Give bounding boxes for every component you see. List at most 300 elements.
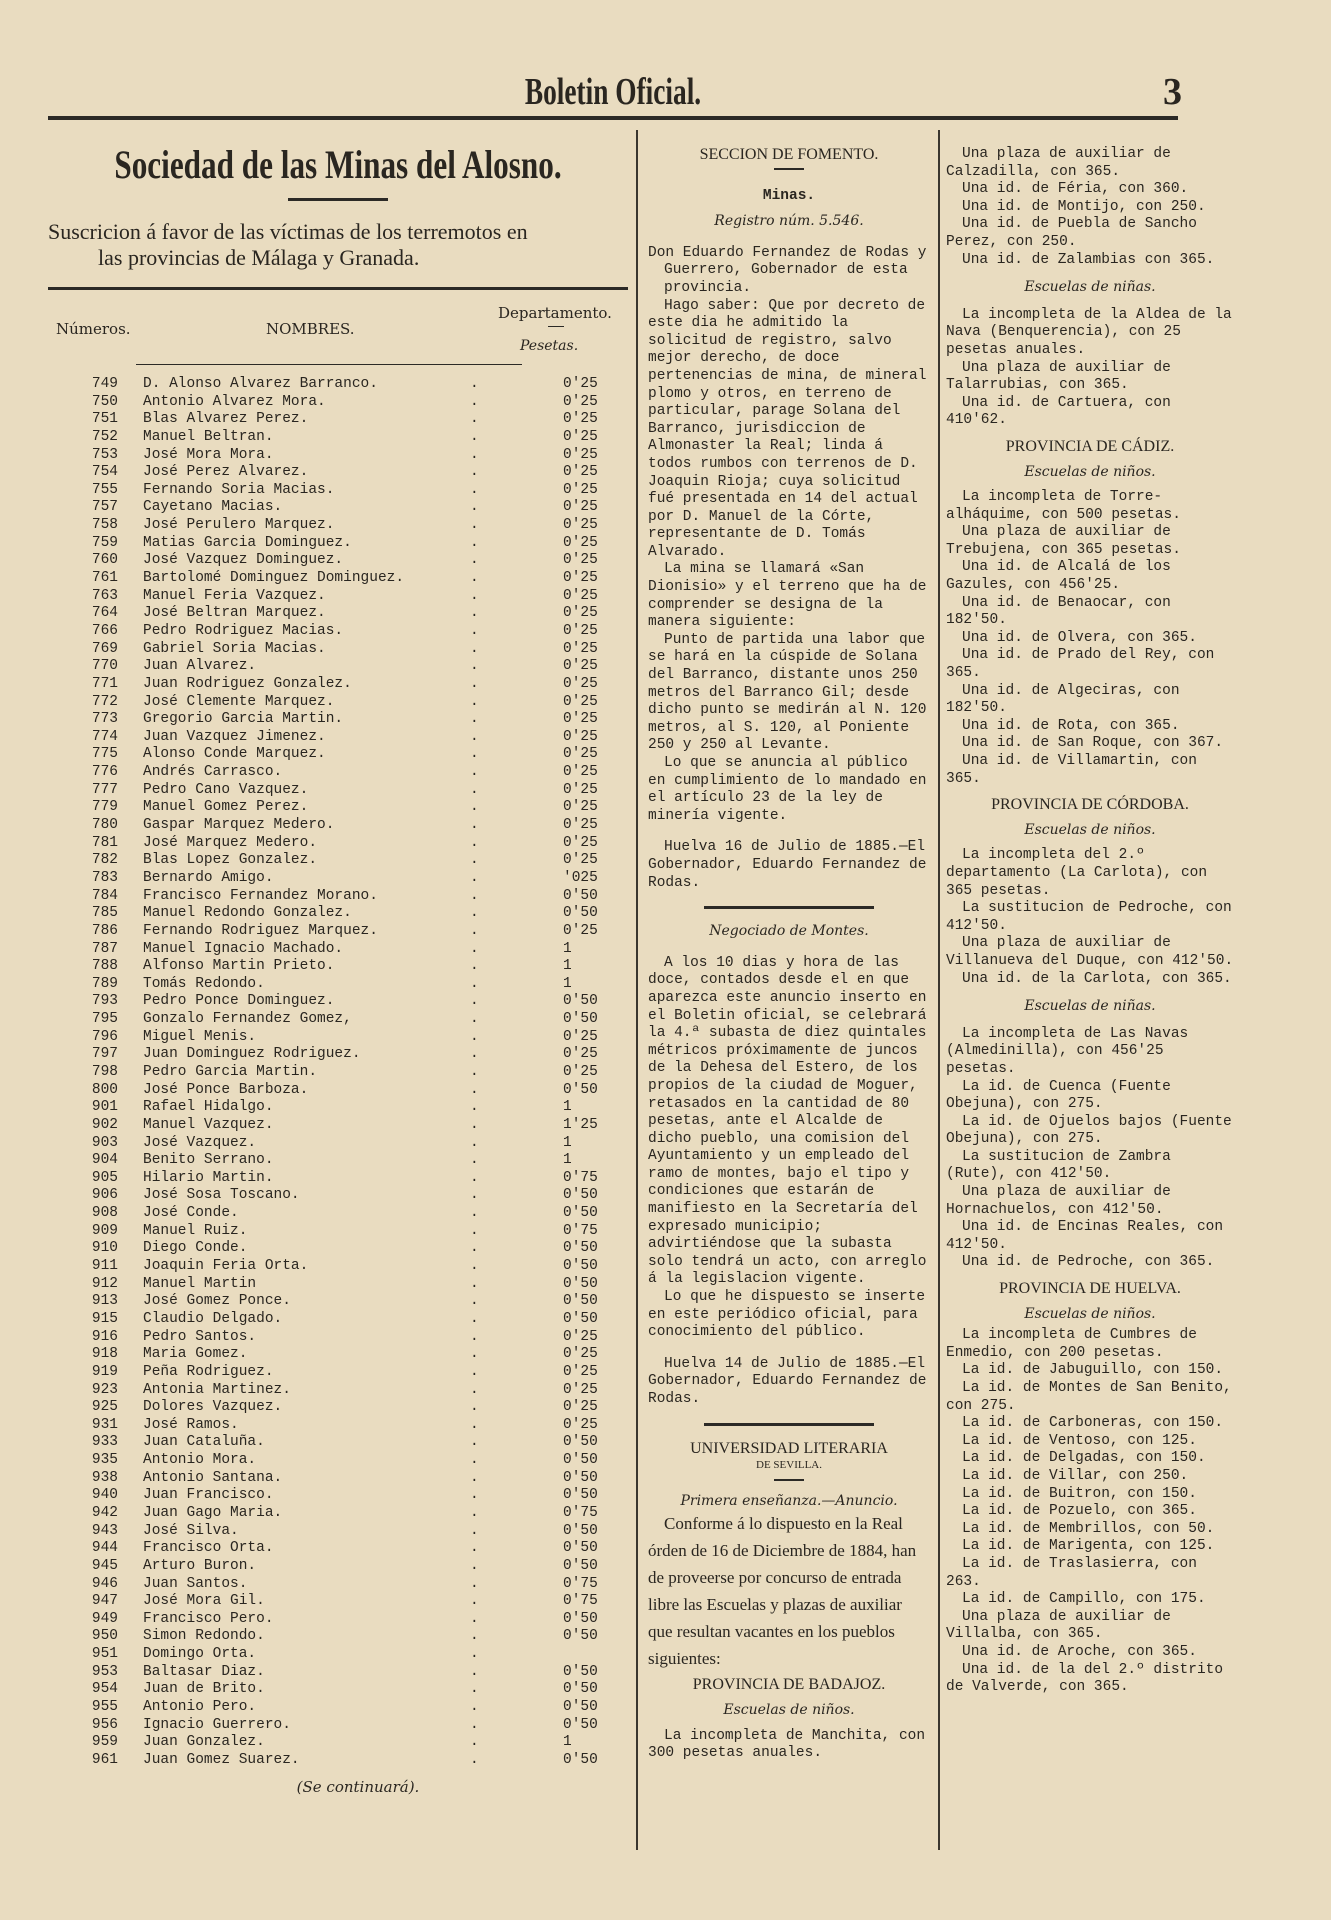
leader-dot: .	[470, 428, 479, 445]
row-number: 786	[91, 922, 118, 939]
leader-dot: .	[470, 1628, 479, 1645]
university-heading: UNIVERSIDAD LITERARIA	[690, 1439, 888, 1457]
row-amount: 0'25	[563, 534, 598, 551]
registro-line: Registro núm. 5.546.	[714, 213, 864, 230]
short-rule	[774, 168, 804, 170]
leader-dot: .	[470, 1240, 479, 1257]
row-amount: 0'50	[563, 1258, 598, 1275]
row-amount: 0'25	[563, 1346, 598, 1363]
subscriber-row	[48, 1135, 628, 1153]
leader-dot: .	[470, 1593, 479, 1610]
row-number: 789	[91, 975, 118, 992]
leader-dot: .	[470, 481, 479, 498]
leader-dot: .	[470, 640, 479, 657]
leader-dot: .	[470, 1081, 479, 1098]
row-name: Pedro Rodriguez Macias.	[143, 622, 344, 639]
school-vacancy-item: La incompleta de Las Navas (Almedinilla), con 456'25 pesetas.	[946, 1025, 1189, 1077]
school-vacancy-item: Una plaza de auxiliar de Trebujena, con 365 pesetas.	[946, 524, 1181, 558]
school-vacancy-item: La id. de Cuenca (Fuente Obejuna), con 275.	[946, 1078, 1171, 1113]
subscriber-row	[48, 1346, 628, 1364]
school-vacancy-item: Una plaza de auxiliar de Villanueva del Duque, con 412'50.	[946, 935, 1234, 969]
row-number: 951	[91, 1646, 118, 1663]
leader-dot: .	[470, 1646, 479, 1663]
school-vacancy-item: Una id. de Algeciras, con 182'50.	[946, 682, 1180, 717]
subscriber-row	[48, 1628, 628, 1646]
row-name: Antonio Pero.	[143, 1699, 257, 1716]
row-number: 759	[91, 534, 118, 551]
leader-dot: .	[470, 1328, 479, 1345]
row-amount: 0'25	[563, 552, 598, 569]
subscription-subtitle: Suscricion á favor de las víctimas de los terremotos en las provincias de Málaga y Granada.	[48, 219, 528, 270]
row-amount: 0'25	[563, 711, 598, 728]
row-name: Gaspar Marquez Medero.	[143, 817, 335, 834]
row-amount: 0'25	[563, 1381, 598, 1398]
badajoz-items	[946, 146, 1234, 269]
row-number: 772	[91, 693, 118, 710]
subscriber-row	[48, 394, 628, 412]
school-vacancy-item: Una id. de Alcalá de los Gazules, con 456'25.	[946, 559, 1171, 594]
paragraph: Punto de partida una labor que se hará en la cúspide de Solana del Barranco, distante unos 250 metros del Barranco Gil; desde dicho punto se medirán al N. 120 metros, al S. 120, al Poniente 250 y 250 al Levante.	[648, 631, 927, 754]
leader-dot: .	[470, 728, 479, 745]
row-name: Tomás Redondo.	[143, 975, 265, 992]
leader-dot: .	[470, 852, 479, 869]
row-amount: 0'50	[563, 1487, 598, 1504]
leader-dot: .	[470, 675, 479, 692]
leader-dot: .	[470, 1275, 479, 1292]
row-name: Manuel Vazquez.	[143, 1116, 274, 1133]
row-name: Andrés Carrasco.	[143, 764, 283, 781]
row-amount: 0'25	[563, 1328, 598, 1345]
row-amount: 0'25	[563, 728, 598, 745]
schools-subheading: Escuelas de niños.	[1024, 1305, 1156, 1322]
subscriber-row	[48, 588, 628, 606]
subscriber-row	[48, 1611, 628, 1629]
subscriber-row	[48, 976, 628, 994]
subscriber-row	[48, 958, 628, 976]
row-amount: 0'25	[563, 517, 598, 534]
school-vacancy-item: La id. de Delgadas, con 150.	[962, 1450, 1206, 1467]
school-vacancy-item: Una id. de Rota, con 365.	[962, 717, 1180, 734]
short-rule	[774, 1479, 804, 1481]
row-amount: 0'25	[563, 587, 598, 604]
header-dash	[548, 326, 564, 327]
schools-column	[946, 146, 1234, 1697]
row-number: 902	[91, 1116, 118, 1133]
row-amount: 0'50	[563, 1081, 598, 1098]
leader-dot: .	[470, 1522, 479, 1539]
subscriber-row	[48, 376, 628, 394]
row-number: 938	[91, 1469, 118, 1486]
row-name: Domingo Orta.	[143, 1646, 257, 1663]
header-rule	[48, 116, 1178, 120]
row-name: Antonio Santana.	[143, 1469, 283, 1486]
province-heading: PROVINCIA DE CÓRDOBA.	[991, 796, 1189, 814]
row-number: 955	[91, 1699, 118, 1716]
subscriber-row	[48, 993, 628, 1011]
row-name: Manuel Martin	[143, 1275, 257, 1292]
row-name: José Gomez Ponce.	[143, 1293, 291, 1310]
leader-dot: .	[470, 1540, 479, 1557]
row-amount: 0'25	[563, 817, 598, 834]
row-number: 904	[91, 1152, 118, 1169]
school-vacancy-item: Una plaza de auxiliar de Hornachuelos, con 412'50.	[946, 1184, 1171, 1218]
subscriber-row	[48, 676, 628, 694]
row-amount: 0'75	[563, 1505, 598, 1521]
leader-dot: .	[470, 781, 479, 798]
row-amount: 0'75	[563, 1169, 598, 1186]
subscriber-row	[48, 782, 628, 800]
row-number: 779	[91, 799, 118, 816]
row-number: 950	[91, 1628, 118, 1645]
school-vacancy-item: La id. de Ojuelos bajos (Fuente Obejuna), con 275.	[946, 1113, 1232, 1148]
row-amount: 0'50	[563, 1540, 598, 1557]
row-amount: 0'50	[563, 993, 598, 1010]
row-number: 798	[91, 1063, 118, 1080]
school-vacancy-item: Una id. de la Carlota, con 365.	[962, 970, 1232, 987]
leader-dot: .	[470, 1187, 479, 1204]
school-vacancy-item: Una id. de Zalambias con 365.	[962, 251, 1215, 268]
row-name: José Sosa Toscano.	[143, 1187, 300, 1204]
subscriber-row	[48, 1064, 628, 1082]
subscriber-row	[48, 517, 628, 535]
subscriber-row	[48, 799, 628, 817]
row-number: 954	[91, 1681, 118, 1698]
subscriber-row	[48, 1646, 628, 1664]
leader-dot: .	[470, 1434, 479, 1451]
school-vacancy-item: La id. de Carboneras, con 150.	[962, 1415, 1224, 1432]
row-name: Juan Gago Maria.	[143, 1505, 283, 1521]
row-name: Pedro Cano Vazquez.	[143, 781, 309, 798]
leader-dot: .	[470, 1751, 479, 1768]
leader-dot: .	[470, 1293, 479, 1310]
row-name: Ignacio Guerrero.	[143, 1716, 291, 1733]
leader-dot: .	[470, 1258, 479, 1275]
row-number: 953	[91, 1663, 118, 1680]
row-number: 903	[91, 1134, 118, 1151]
leader-dot: .	[470, 1610, 479, 1627]
row-amount: 0'25	[563, 481, 598, 498]
row-number: 916	[91, 1328, 118, 1345]
row-name: Juan Rodriguez Gonzalez.	[143, 675, 352, 692]
row-amount: 0'25	[563, 1028, 598, 1045]
row-name: Juan Gomez Suarez.	[143, 1751, 300, 1768]
row-amount: 0'50	[563, 1293, 598, 1310]
row-number: 764	[91, 605, 118, 622]
leader-dot: .	[470, 1152, 479, 1169]
row-number: 777	[91, 781, 118, 798]
row-name: Francisco Orta.	[143, 1540, 274, 1557]
row-name: Juan Alvarez.	[143, 658, 257, 675]
row-name: Pedro Santos.	[143, 1328, 257, 1345]
leader-dot: .	[470, 552, 479, 569]
subscriber-row	[48, 1434, 628, 1452]
row-name: D. Alonso Alvarez Barranco.	[143, 376, 378, 392]
row-number: 942	[91, 1505, 118, 1521]
cordoba-girls-items	[946, 1026, 1234, 1272]
row-amount: 0'25	[563, 1363, 598, 1380]
row-name: José Perez Alvarez.	[143, 464, 309, 481]
leader-dot: .	[470, 1099, 479, 1116]
row-name: Alfonso Martin Prieto.	[143, 958, 335, 975]
leader-dot: .	[470, 958, 479, 975]
row-amount: 0'25	[563, 693, 598, 710]
row-name: José Silva.	[143, 1522, 239, 1539]
subscriber-row	[48, 764, 628, 782]
row-amount: 0'25	[563, 1063, 598, 1080]
row-amount: 0'25	[563, 570, 598, 587]
leader-dot: .	[470, 1222, 479, 1239]
society-title: Sociedad de las Minas del Alosno.	[114, 142, 562, 187]
subscriber-row	[48, 1523, 628, 1541]
badajoz-girls-items	[946, 307, 1234, 430]
subscriber-row	[48, 411, 628, 429]
subscriber-row	[48, 817, 628, 835]
leader-dot: .	[470, 411, 479, 428]
leader-dot: .	[470, 1681, 479, 1698]
row-number: 956	[91, 1716, 118, 1733]
row-name: Juan Vazquez Jimenez.	[143, 728, 326, 745]
leader-dot: .	[470, 658, 479, 675]
separator-rule	[704, 1423, 874, 1426]
subscriber-row	[48, 1576, 628, 1594]
row-amount: 1	[563, 940, 572, 957]
leader-dot: .	[470, 869, 479, 886]
row-name: José Vazquez Dominguez.	[143, 552, 344, 569]
leader-dot: .	[470, 1734, 479, 1751]
row-number: 752	[91, 428, 118, 445]
row-number: 788	[91, 958, 118, 975]
row-amount: '025	[563, 869, 598, 886]
row-name: Antonia Martinez.	[143, 1381, 291, 1398]
leader-dot: .	[470, 746, 479, 763]
row-number: 925	[91, 1399, 118, 1416]
leader-dot: .	[470, 587, 479, 604]
row-number: 749	[91, 376, 118, 392]
row-name: Joaquin Feria Orta.	[143, 1258, 309, 1275]
row-amount: 0'50	[563, 1681, 598, 1698]
leader-dot: .	[470, 1011, 479, 1028]
paragraph: Conforme á lo dispuesto en la Real órden de 16 de Diciembre de 1884, han de proveerse por concurso de entrada libre las Escuelas y plazas de auxiliar que resultan vacantes en los pueblos siguientes:	[648, 1514, 917, 1669]
row-amount: 0'25	[563, 605, 598, 622]
row-number: 758	[91, 517, 118, 534]
row-number: 763	[91, 587, 118, 604]
row-number: 906	[91, 1187, 118, 1204]
leader-dot: .	[470, 1699, 479, 1716]
row-number: 911	[91, 1258, 118, 1275]
row-number: 771	[91, 675, 118, 692]
leader-dot: .	[470, 446, 479, 463]
row-number: 775	[91, 746, 118, 763]
school-vacancy-item: La id. de Campillo, con 175.	[962, 1591, 1206, 1608]
school-vacancy-item: La id. de Pozuelo, con 365.	[962, 1503, 1197, 1520]
row-number: 947	[91, 1593, 118, 1610]
row-amount: 0'50	[563, 1275, 598, 1292]
row-amount: 0'25	[563, 764, 598, 781]
row-name: Miguel Menis.	[143, 1028, 257, 1045]
column-divider	[636, 130, 638, 1850]
row-name: Diego Conde.	[143, 1240, 248, 1257]
row-amount: 0'25	[563, 1399, 598, 1416]
row-number: 784	[91, 887, 118, 904]
row-name: Peña Rodriguez.	[143, 1363, 274, 1380]
school-vacancy-item: La sustitucion de Pedroche, con 412'50.	[946, 900, 1232, 934]
leader-dot: .	[470, 1346, 479, 1363]
subscriber-row	[48, 835, 628, 853]
row-number: 769	[91, 640, 118, 657]
row-number: 919	[91, 1363, 118, 1380]
row-amount: 0'25	[563, 393, 598, 410]
row-amount: 0'25	[563, 640, 598, 657]
subscriber-row	[48, 429, 628, 447]
row-number: 776	[91, 764, 118, 781]
subscriber-row	[48, 605, 628, 623]
school-vacancy-item: La id. de Montes de San Benito, con 275.	[946, 1380, 1232, 1414]
school-vacancy-item: Una id. de Montijo, con 250.	[962, 198, 1206, 215]
row-amount: 0'25	[563, 1416, 598, 1433]
row-amount: 0'25	[563, 799, 598, 816]
row-name: Gonzalo Fernandez Gomez,	[143, 1011, 352, 1028]
leader-dot: .	[470, 1487, 479, 1504]
row-amount: 0'50	[563, 1699, 598, 1716]
row-number: 793	[91, 993, 118, 1010]
schools-subheading: Escuelas de niños.	[1024, 463, 1156, 480]
row-amount: 0'25	[563, 781, 598, 798]
subscriber-row	[48, 1240, 628, 1258]
row-amount: 0'25	[563, 658, 598, 675]
separator-rule	[704, 906, 874, 909]
row-name: Manuel Gomez Perez.	[143, 799, 309, 816]
row-name: Benito Serrano.	[143, 1152, 274, 1169]
school-vacancy-item: Una id. de Pedroche, con 365.	[962, 1254, 1215, 1271]
row-amount: 0'25	[563, 446, 598, 463]
row-amount: 0'50	[563, 905, 598, 922]
continued-note: (Se continuará).	[296, 1777, 420, 1796]
subscriber-row	[48, 1258, 628, 1276]
province-heading: PROVINCIA DE HUELVA.	[999, 1280, 1181, 1298]
subscriber-row	[48, 1187, 628, 1205]
school-vacancy-item: Una id. de Encinas Reales, con 412'50.	[946, 1219, 1224, 1253]
leader-dot: .	[470, 393, 479, 410]
school-vacancy-item: Una id. de Villamartin, con 365.	[946, 753, 1197, 787]
subscriber-row	[48, 535, 628, 553]
schools-subheading: Escuelas de niñas.	[1024, 279, 1156, 296]
school-vacancy-item: La incompleta de Cumbres de Enmedio, con 200 pesetas.	[946, 1327, 1197, 1361]
paragraph: Lo que he dispuesto se inserte en este periódico oficial, para conocimiento del público.	[648, 1289, 926, 1341]
school-vacancy-item: La id. de Jabuguillo, con 150.	[962, 1362, 1224, 1379]
school-vacancy-item: La id. de Ventoso, con 125.	[962, 1432, 1197, 1449]
subscriber-row	[48, 1487, 628, 1505]
row-number: 774	[91, 728, 118, 745]
row-name: Claudio Delgado.	[143, 1310, 283, 1327]
row-number: 781	[91, 834, 118, 851]
row-amount: 0'75	[563, 1593, 598, 1610]
subscriber-row	[48, 746, 628, 764]
school-vacancy-item: Una id. de San Roque, con 367.	[962, 735, 1224, 752]
school-vacancy-item: Una id. de Benaocar, con 182'50.	[946, 594, 1171, 629]
row-number: 918	[91, 1346, 118, 1363]
row-name: Blas Alvarez Perez.	[143, 411, 309, 428]
header-rule	[136, 364, 522, 365]
subscriber-row	[48, 905, 628, 923]
subscriber-row	[48, 1029, 628, 1047]
cadiz-items	[946, 489, 1234, 788]
row-number: 761	[91, 570, 118, 587]
subscriber-row	[48, 1382, 628, 1400]
row-number: 783	[91, 869, 118, 886]
row-name: Juan de Brito.	[143, 1681, 265, 1698]
row-amount: 0'50	[563, 1716, 598, 1733]
leader-dot: .	[470, 1505, 479, 1521]
row-number: 943	[91, 1522, 118, 1539]
subscriber-row	[48, 1117, 628, 1135]
leader-dot: .	[470, 1169, 479, 1186]
paragraph: Don Eduardo Fernandez de Rodas y Guerrero, Gobernador de esta provincia.	[648, 244, 927, 296]
school-vacancy-item: Una id. de Aroche, con 365.	[962, 1643, 1197, 1660]
subscriber-row	[48, 870, 628, 888]
column-divider	[938, 130, 940, 1850]
subscriber-row	[48, 1399, 628, 1417]
leader-dot: .	[470, 1575, 479, 1592]
row-amount: 0'25	[563, 428, 598, 445]
row-name: Juan Santos.	[143, 1575, 248, 1592]
row-amount: 0'50	[563, 887, 598, 904]
subscriber-row	[48, 1593, 628, 1611]
row-name: José Marquez Medero.	[143, 834, 318, 851]
row-number: 931	[91, 1416, 118, 1433]
school-vacancy-item: La sustitucion de Zambra (Rute), con 412'50.	[946, 1148, 1171, 1183]
leader-dot: .	[470, 517, 479, 534]
subscriber-row	[48, 1452, 628, 1470]
row-name: Manuel Ignacio Machado.	[143, 940, 344, 957]
row-name: José Mora Mora.	[143, 446, 274, 463]
row-number: 766	[91, 622, 118, 639]
leader-dot: .	[470, 1381, 479, 1398]
negociado-heading: Negociado de Montes.	[709, 923, 869, 940]
subscriber-row	[48, 694, 628, 712]
subscriber-row	[48, 1152, 628, 1170]
row-number: 787	[91, 940, 118, 957]
school-vacancy-item: La id. de Marigenta, con 125.	[962, 1538, 1215, 1555]
row-name: Juan Francisco.	[143, 1487, 274, 1504]
leader-dot: .	[470, 975, 479, 992]
row-number: 913	[91, 1293, 118, 1310]
page-number: 3	[1163, 71, 1182, 113]
subscriber-row	[48, 570, 628, 588]
subscriber-row	[48, 1329, 628, 1347]
subscriber-row	[48, 1540, 628, 1558]
leader-dot: .	[470, 1399, 479, 1416]
leader-dot: .	[470, 1663, 479, 1680]
row-number: 795	[91, 1011, 118, 1028]
leader-dot: .	[470, 1716, 479, 1733]
table-header	[48, 290, 628, 368]
leader-dot: .	[470, 1063, 479, 1080]
subscriber-row	[48, 1364, 628, 1382]
row-amount: 0'50	[563, 1452, 598, 1469]
school-vacancy-item: La incompleta de Torre-alháquime, con 500 pesetas.	[946, 489, 1181, 523]
newspaper-title: Boletin Oficial.	[524, 71, 702, 113]
row-name: Maria Gomez.	[143, 1346, 248, 1363]
leader-dot: .	[470, 376, 479, 392]
school-vacancy-item: Una id. de Olvera, con 365.	[962, 629, 1197, 646]
row-name: José Vazquez.	[143, 1134, 257, 1151]
row-number: 912	[91, 1275, 118, 1292]
subscriber-row	[48, 1276, 628, 1294]
paragraph: La incompleta de Manchita, con 300 pesetas anuales.	[648, 1727, 926, 1762]
row-amount: 1	[563, 1734, 572, 1751]
fomento-column	[648, 146, 930, 1763]
subscriber-row	[48, 552, 628, 570]
